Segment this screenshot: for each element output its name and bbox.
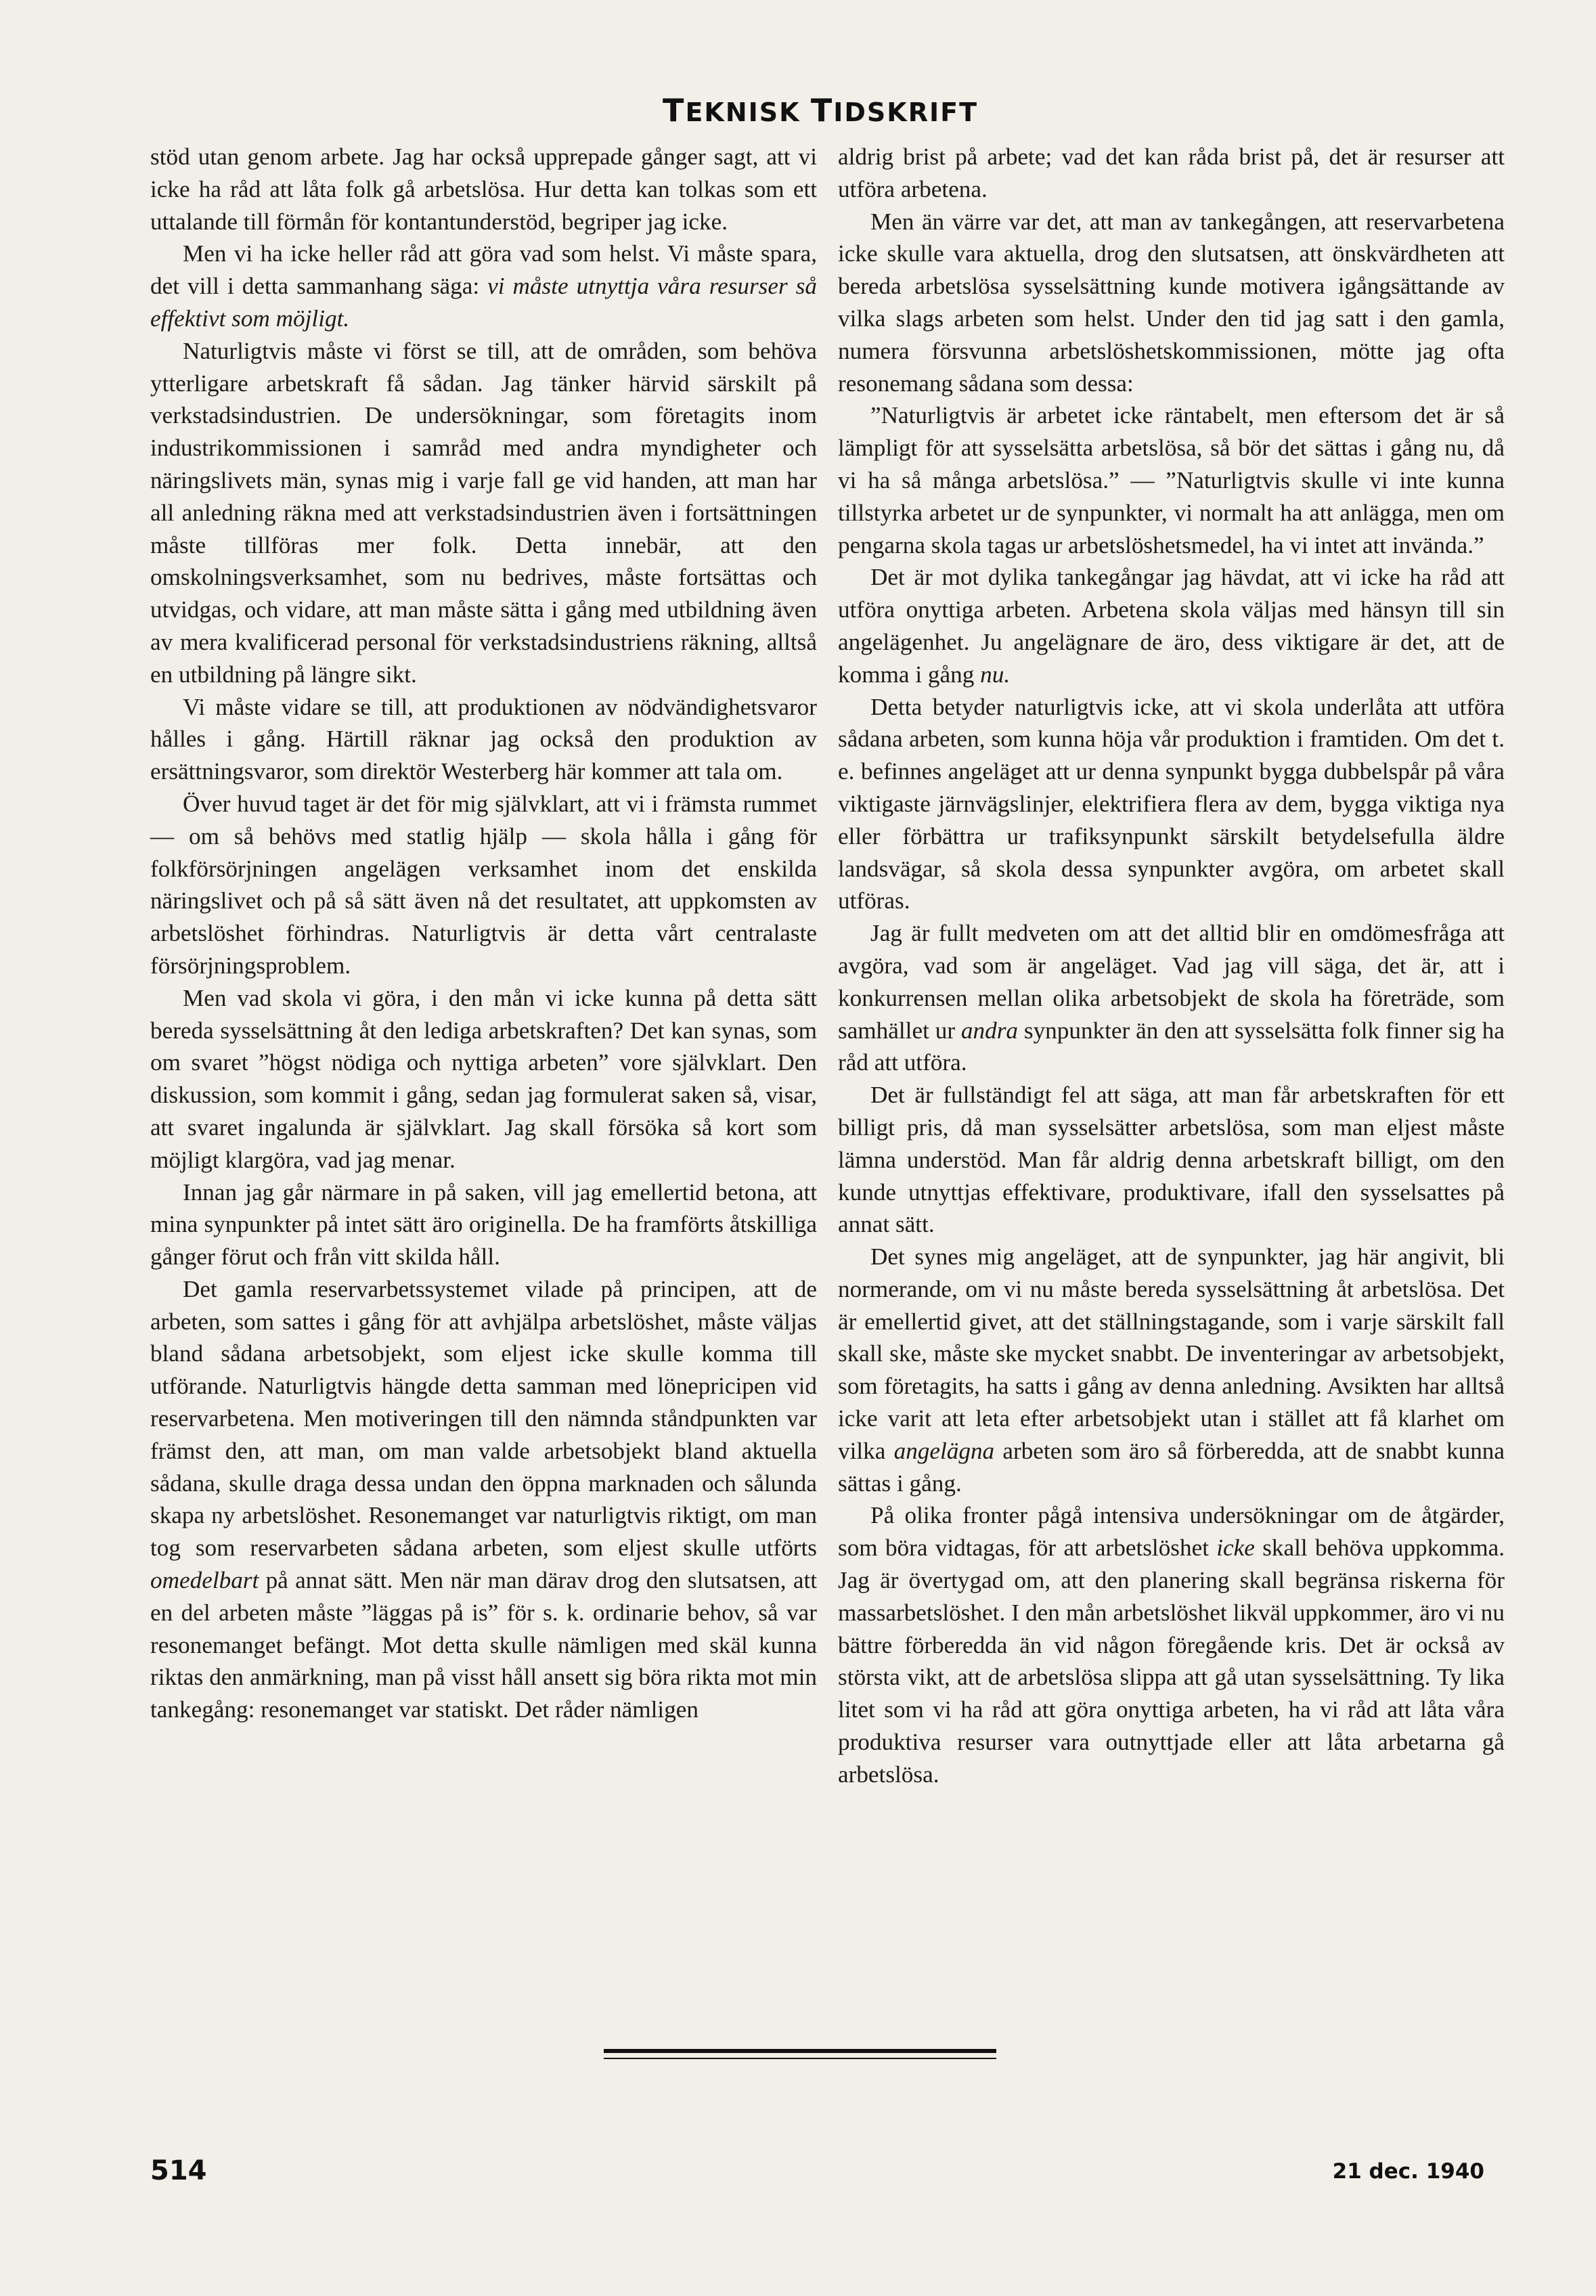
paragraph: aldrig brist på arbete; vad det kan råda brist på, det är resurser att utföra arbetena.	[838, 144, 1505, 202]
paragraph-text: På olika fronter pågå intensiva undersökningar om de åtgärder, som böra vidtagas, för att arbetslöshet	[838, 1502, 1505, 1562]
paragraph	[838, 561, 1505, 690]
journal-title	[0, 92, 978, 129]
paragraph	[838, 917, 1505, 1079]
paragraph: stöd utan genom arbete. Jag har också upprepade gånger sagt, att vi icke ha råd att låta folk gå arbetslösa. Hur detta kan tolkas som ett uttalande till förmån för kontantunderstöd, begriper jag icke.	[150, 144, 817, 235]
emphasis-text: icke	[1216, 1535, 1255, 1562]
end-rule-thick	[604, 2049, 996, 2053]
paragraph: Innan jag går närmare in på saken, vill jag emellertid betona, att mina synpunkter på intet sätt äro originella. De ha framförts åtskilliga gånger förut och från vitt skilda håll.	[150, 1178, 817, 1271]
issue-date: 21 dec. 1940	[1332, 2159, 1484, 2184]
paragraph	[150, 238, 817, 334]
paragraph-text: Det synes mig angeläget, att de synpunkter, jag här angivit, bli normerande, om vi nu måste bereda sysselsättning åt arbetslösa. Det är emellertid givet, att det ställningstagande, som i varje särskilt fall skall ske, måste ske mycket snabbt. De inventeringar av arbetsobjekt, som företagits, ha satts i gång av denna anledning. Avsikten har alltså icke varit att leta efter arbetsobjekt utan i stället att få klarhet om vilka	[838, 1243, 1505, 1464]
paragraph-text: Jag är fullt medveten om att det alltid blir en omdömesfråga att avgöra, vad som är angeläget. Vad jag vill säga, det är, att i konkurrensen mellan olika arbetsobjekt de skola ha företräde, som samhället ur	[838, 920, 1505, 1044]
emphasis-text: nu.	[980, 661, 1011, 688]
paragraph	[838, 1499, 1505, 1790]
paragraph: Vi måste vidare se till, att produktionen av nödvändighetsvaror hålles i gång. Härtill räknar jag också den produktion av ersättningsvaror, som direktör Westerberg här kommer att tala om.	[150, 693, 817, 785]
paragraph	[838, 1241, 1505, 1499]
paragraph-text: arbeten som äro så förberedda, att de snabbt kunna sättas i gång.	[838, 1437, 1505, 1497]
paragraph	[150, 1273, 817, 1726]
right-column	[838, 141, 1505, 1791]
paragraph-text: synpunkter än den att sysselsätta folk finner sig ha råd att utföra.	[838, 1017, 1505, 1076]
paragraph-text: Men vi ha icke heller råd att göra vad som helst. Vi måste spara, det vill i detta sammanhang säga:	[150, 240, 817, 300]
paragraph-text: skall behöva uppkomma. Jag är övertygad om, att den planering skall begränsa riskerna för massarbetslöshet. I den mån arbetslöshet likväl uppkommer, äro vi nu bättre förberedda än vid någon föregående kris. Det är också av största vikt, att de arbetslösa slippa att gå utan sysselsättning. Ty lika litet som vi ha råd att göra onyttiga arbeten, ha vi råd att låta våra produktiva resurser vara outnyttjade eller att låta arbetarna gå arbetslösa.	[838, 1535, 1505, 1788]
paragraph: Det är fullständigt fel att säga, att man får arbetskraften för ett billigt pris, då man sysselsätter arbetslösa, som man eljest måste lämna understöd. Man får aldrig denna arbetskraft billigt, om den kunde utnyttjas effektivare, produktivare, ifall den sysselsattes på annat sätt.	[838, 1082, 1505, 1238]
title-initial-1: T	[663, 92, 686, 129]
paragraph: ”Naturligtvis är arbetet icke räntabelt, men eftersom det är så lämpligt för att sysselsätta arbetslösa, så bör det sättas i gång nu, då vi ha så många arbetslösa.” — ”Naturligtvis skulle vi inte kunna tillstyrka arbetet ur de synpunkter, vi normalt ha att anlägga, men om pengarna skola tagas ur arbetslöshetsmedel, ha vi intet att invända.”	[838, 402, 1505, 558]
paragraph: Men vad skola vi göra, i den mån vi icke kunna på detta sätt bereda sysselsättning åt den lediga arbetskraften? Det kan synas, som om svaret ”högst nödiga och nyttiga arbeten” vore självklart. Den diskussion, som kommit i gång, sedan jag formulerat saken så, visar, att svaret ingalunda är självklart. Jag skall försöka så kort som möjligt klargöra, vad jag menar.	[150, 984, 817, 1173]
end-rule-thin	[604, 2058, 996, 2059]
emphasis-text: omedelbart	[150, 1567, 259, 1594]
paragraph: Detta betyder naturligtvis icke, att vi skola underlåta att utföra sådana arbeten, som kunna höja vår produktion i framtiden. Om det t. e. befinnes angeläget att ur denna synpunkt bygga dubbelspår på våra viktigaste järnvägslinjer, elektrifiera flera av dem, bygga viktiga nya eller förbättra ur trafiksynpunkt särskilt betydelsefulla äldre landsvägar, så skola dessa synpunkter avgöra, om arbetet skall utföras.	[838, 693, 1505, 914]
paragraph: Men än värre var det, att man av tankegången, att reservarbetena icke skulle vara aktuella, drog den slutsatsen, att önskvärdheten att bereda arbetslösa sysselsättning kunde motivera igångsättande av vilka slags arbeten som helst. Under den tid jag satt i den gamla, numera försvunna arbetslöshetskommissionen, mötte jag ofta resonemang sådana som dessa:	[838, 208, 1505, 397]
paragraph-text: Det är mot dylika tankegångar jag hävdat, att vi icke ha råd att utföra onyttiga arbeten. Arbetena skola väljas med hänsyn till sin angelägenhet. Ju angelägnare de äro, dess viktigare är det, att de komma i gång	[838, 564, 1505, 688]
title-initial-2: T	[810, 92, 834, 129]
left-column	[150, 141, 817, 1726]
paragraph-text: Det gamla reservarbetssystemet vilade på principen, att de arbeten, som sattes i gång för att avhjälpa arbetslöshet, måste väljas bland sådana arbetsobjekt, som eljest icke skulle komma till utförande. Naturligtvis hängde detta samman med lönepricipen vid reservarbetena. Men motiveringen till den nämnda ståndpunkten var främst den, att man, om man valde arbetsobjekt bland aktuella sådana, skulle draga dessa undan den öppna marknaden och sålunda skapa ny arbetslöshet. Resonemanget var naturligtvis riktigt, om man tog som reservarbeten sådana arbeten, som eljest skulle utförts	[150, 1275, 817, 1562]
paragraph: Över huvud taget är det för mig självklart, att vi i främsta rummet — om så behövs med statlig hjälp — skola hålla i gång för folkförsörjningen angelägen verksamhet inom det enskilda näringslivet och på så sätt även nå det resultatet, att uppkomsten av arbetslöshet förhindras. Naturligtvis är detta vårt centralaste försörjningsproblem.	[150, 790, 817, 979]
paragraph: Naturligtvis måste vi först se till, att de områden, som behöva ytterligare arbetskraft få sådan. Jag tänker härvid särskilt på verkstadsindustrien. De undersökningar, som företagits inom industrikommissionen i samråd med andra myndigheter och näringslivets män, synas mig i varje fall ge vid handen, att man har all anledning räkna med att verkstadsindustrien även i fortsättningen måste tillföras mer folk. Detta innebär, att den omskolningsverksamhet, som nu bedrives, måste fortsättas och utvidgas, och vidare, att man måste sätta i gång med utbildning även av mera kvalificerad personal för verkstadsindustriens räkning, alltså en utbildning på längre sikt.	[150, 337, 817, 688]
emphasis-text: andra	[960, 1017, 1018, 1044]
emphasis-text: vi måste utnyttja våra resurser så effektivt som möjligt.	[150, 273, 817, 332]
page-number: 514	[150, 2155, 207, 2186]
paragraph-text: på annat sätt. Men när man därav drog den slutsatsen, att en del arbeten måste ”läggas på is” för s. k. ordinarie behov, så var resonemanget befängt. Mot detta skulle nämligen med skäl kunna riktas den anmärkning, man på visst håll ansett sig böra rikta mot min tankegång: resonemanget var statiskt. Det råder nämligen	[150, 1567, 817, 1723]
title-rest-1: EKNISK	[685, 97, 811, 127]
title-rest-2: IDSKRIFT	[833, 97, 978, 127]
emphasis-text: angelägna	[893, 1437, 995, 1464]
